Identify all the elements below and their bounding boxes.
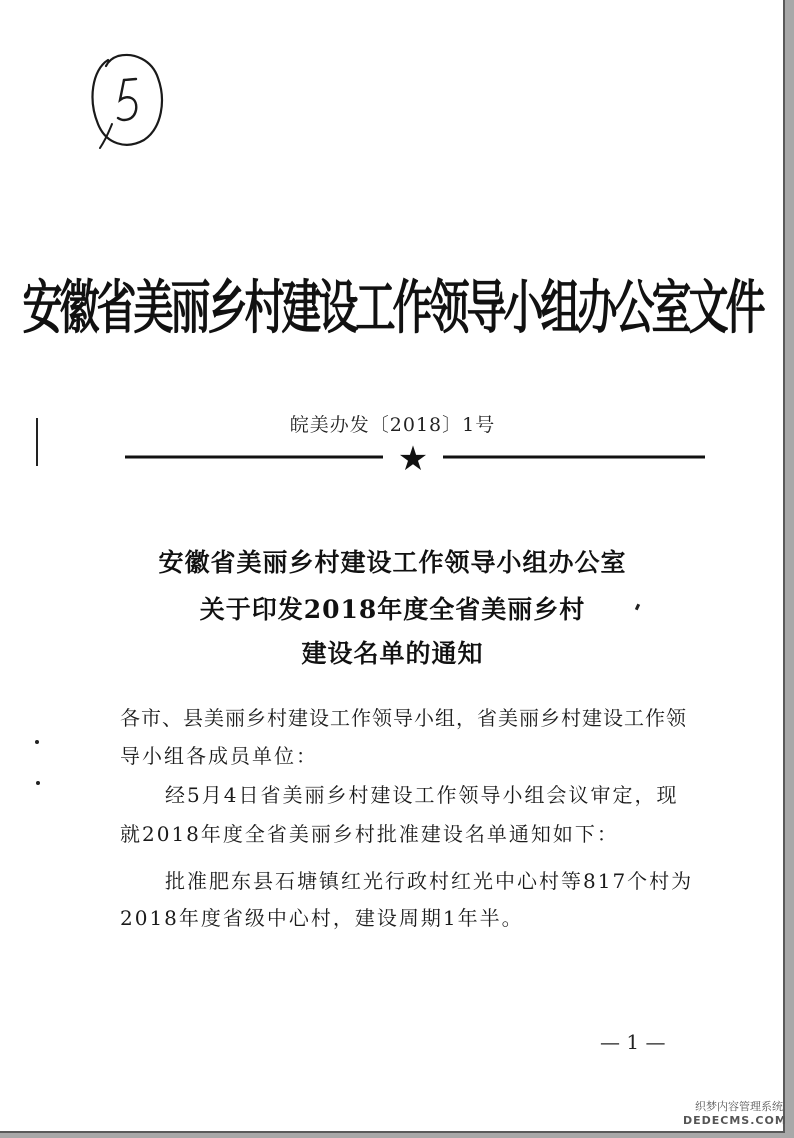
watermark-line-1: 织梦内容管理系统: [695, 1100, 783, 1113]
title-line-2: 关于印发2018年度全省美丽乡村: [199, 595, 586, 624]
watermark: [683, 1100, 787, 1127]
issuer-header: 安徽省美丽乡村建设工作领导小组办公室文件: [22, 275, 763, 342]
watermark-line-2: DEDECMS.COM: [683, 1114, 787, 1127]
paragraph-2-line-2: 2018年度省级中心村，建设周期1年半。: [120, 906, 524, 930]
salutation-line-2: 导小组各成员单位：: [120, 744, 318, 768]
paragraph-2-line-1: 批准肥东县石塘镇红光行政村红光中心村等817个村为: [165, 869, 694, 893]
star-icon: ★: [397, 444, 429, 478]
title-line-3: 建设名单的通知: [301, 639, 484, 668]
document-number: 皖美办发〔2018〕1号: [289, 414, 496, 436]
scan-artifact: [35, 740, 39, 744]
scan-artifact: [36, 781, 40, 785]
paragraph-1-line-1: 经5月4日省美丽乡村建设工作领导小组会议审定，现: [165, 783, 679, 807]
header-divider: [125, 444, 705, 478]
title-line-1: 安徽省美丽乡村建设工作领导小组办公室: [158, 548, 627, 577]
paragraph-1-line-2: 就2018年度全省美丽乡村批准建设名单通知如下：: [120, 822, 619, 846]
handwritten-annotation: [82, 48, 172, 158]
page-number: — 1 —: [600, 1030, 666, 1054]
salutation-line-1: 各市、县美丽乡村建设工作领导小组，省美丽乡村建设工作领: [120, 706, 687, 730]
